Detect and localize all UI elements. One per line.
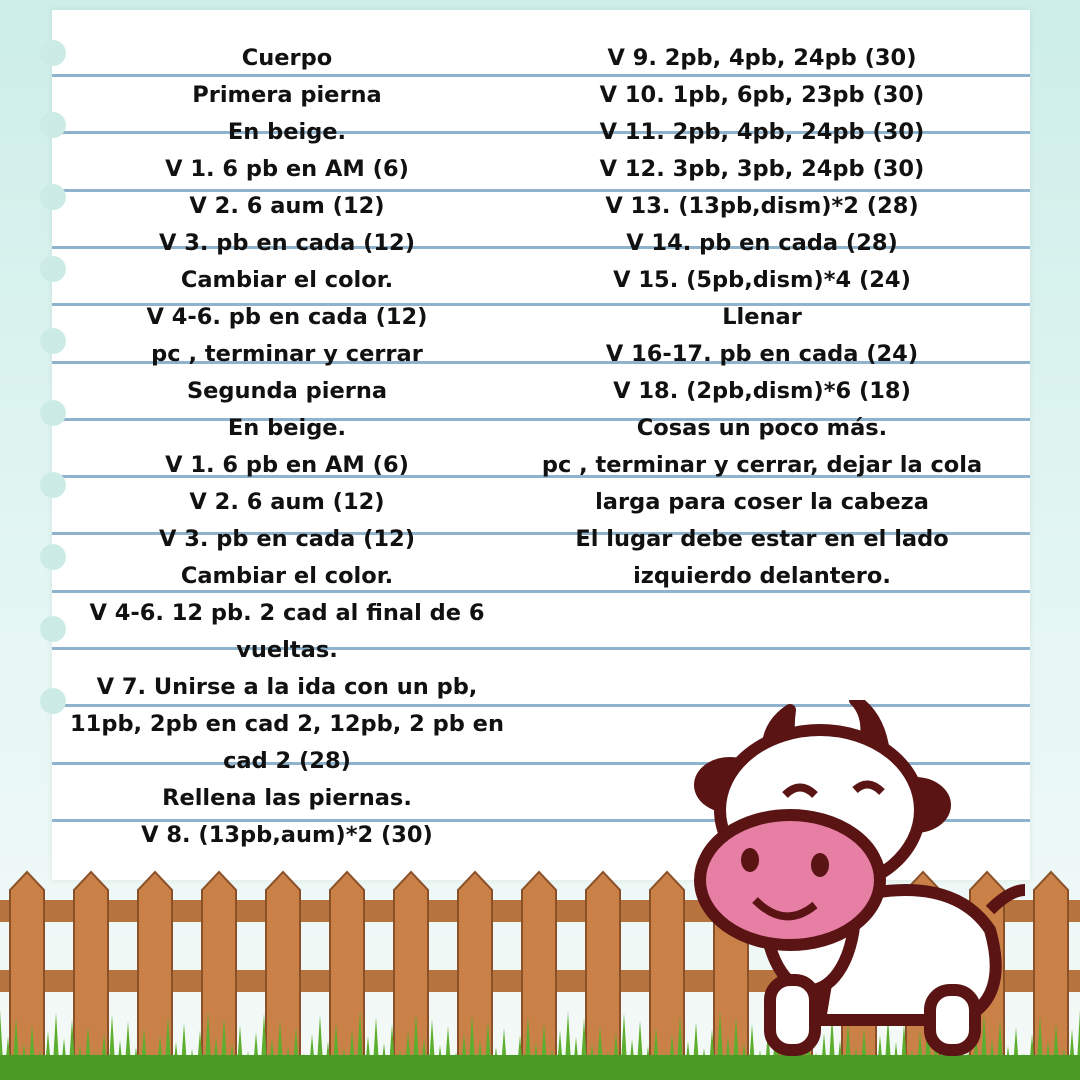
instruction-line: Cambiar el color. — [180, 563, 394, 589]
instruction-line: V 16-17. pb en cada (24) — [605, 341, 919, 367]
fence-picket — [74, 872, 108, 1070]
instruction-line: larga para coser la cabeza — [595, 489, 929, 515]
cow-illustration — [690, 700, 1050, 1080]
fence-picket — [586, 872, 620, 1070]
binder-hole — [40, 688, 66, 714]
instruction-line: V 14. pb en cada (28) — [626, 230, 898, 256]
instruction-line: V 2. 6 aum (12) — [189, 193, 385, 219]
binder-hole — [40, 328, 66, 354]
instruction-line: V 4-6. 12 pb. 2 cad al final de 6 — [89, 600, 485, 626]
instruction-line: V 15. (5pb,dism)*4 (24) — [613, 267, 911, 293]
instruction-line: V 7. Unirse a la ida con un pb, — [96, 674, 478, 700]
fence-picket — [394, 872, 428, 1070]
instruction-line: Cosas un poco más. — [636, 415, 888, 441]
binder-hole — [40, 112, 66, 138]
instruction-line: El lugar debe estar en el lado — [575, 526, 949, 552]
binder-hole — [40, 544, 66, 570]
instruction-line: V 1. 6 pb en AM (6) — [165, 452, 409, 478]
instruction-line: V 3. pb en cada (12) — [159, 230, 415, 256]
instruction-line: En beige. — [227, 119, 347, 145]
left-column-instructions — [52, 40, 522, 854]
instruction-line: V 8. (13pb,aum)*2 (30) — [141, 822, 433, 848]
instruction-line: Llenar — [722, 304, 802, 330]
instruction-line: pc , terminar y cerrar, dejar la cola — [541, 452, 983, 478]
instruction-line: Rellena las piernas. — [162, 785, 412, 811]
binder-hole — [40, 40, 66, 66]
instruction-line: V 10. 1pb, 6pb, 23pb (30) — [599, 82, 925, 108]
instruction-line: Cuerpo — [241, 45, 333, 71]
instruction-line: V 3. pb en cada (12) — [159, 526, 415, 552]
instruction-line: Primera pierna — [192, 82, 382, 108]
instruction-line: V 4-6. pb en cada (12) — [146, 304, 428, 330]
instruction-line: V 9. 2pb, 4pb, 24pb (30) — [607, 45, 917, 71]
instruction-line: V 1. 6 pb en AM (6) — [165, 156, 409, 182]
instruction-line: En beige. — [227, 415, 347, 441]
instruction-line: pc , terminar y cerrar — [151, 341, 423, 367]
instruction-line: V 12. 3pb, 3pb, 24pb (30) — [599, 156, 925, 182]
instruction-line: 11pb, 2pb en cad 2, 12pb, 2 pb en — [70, 711, 504, 737]
binder-hole — [40, 184, 66, 210]
instruction-line: Cambiar el color. — [180, 267, 394, 293]
right-column-instructions — [522, 40, 1002, 595]
instruction-line: V 2. 6 aum (12) — [189, 489, 385, 515]
binder-hole — [40, 472, 66, 498]
instruction-line: V 13. (13pb,dism)*2 (28) — [605, 193, 919, 219]
instruction-line: izquierdo delantero. — [633, 563, 891, 589]
instruction-line: Segunda pierna — [186, 378, 388, 404]
instruction-line: cad 2 (28) — [223, 748, 351, 774]
binder-hole — [40, 256, 66, 282]
instruction-line: V 11. 2pb, 4pb, 24pb (30) — [599, 119, 925, 145]
binder-hole — [40, 616, 66, 642]
binder-hole — [40, 400, 66, 426]
fence-picket — [266, 872, 300, 1070]
instruction-line: V 18. (2pb,dism)*6 (18) — [613, 378, 911, 404]
instruction-line: vueltas. — [236, 637, 338, 663]
